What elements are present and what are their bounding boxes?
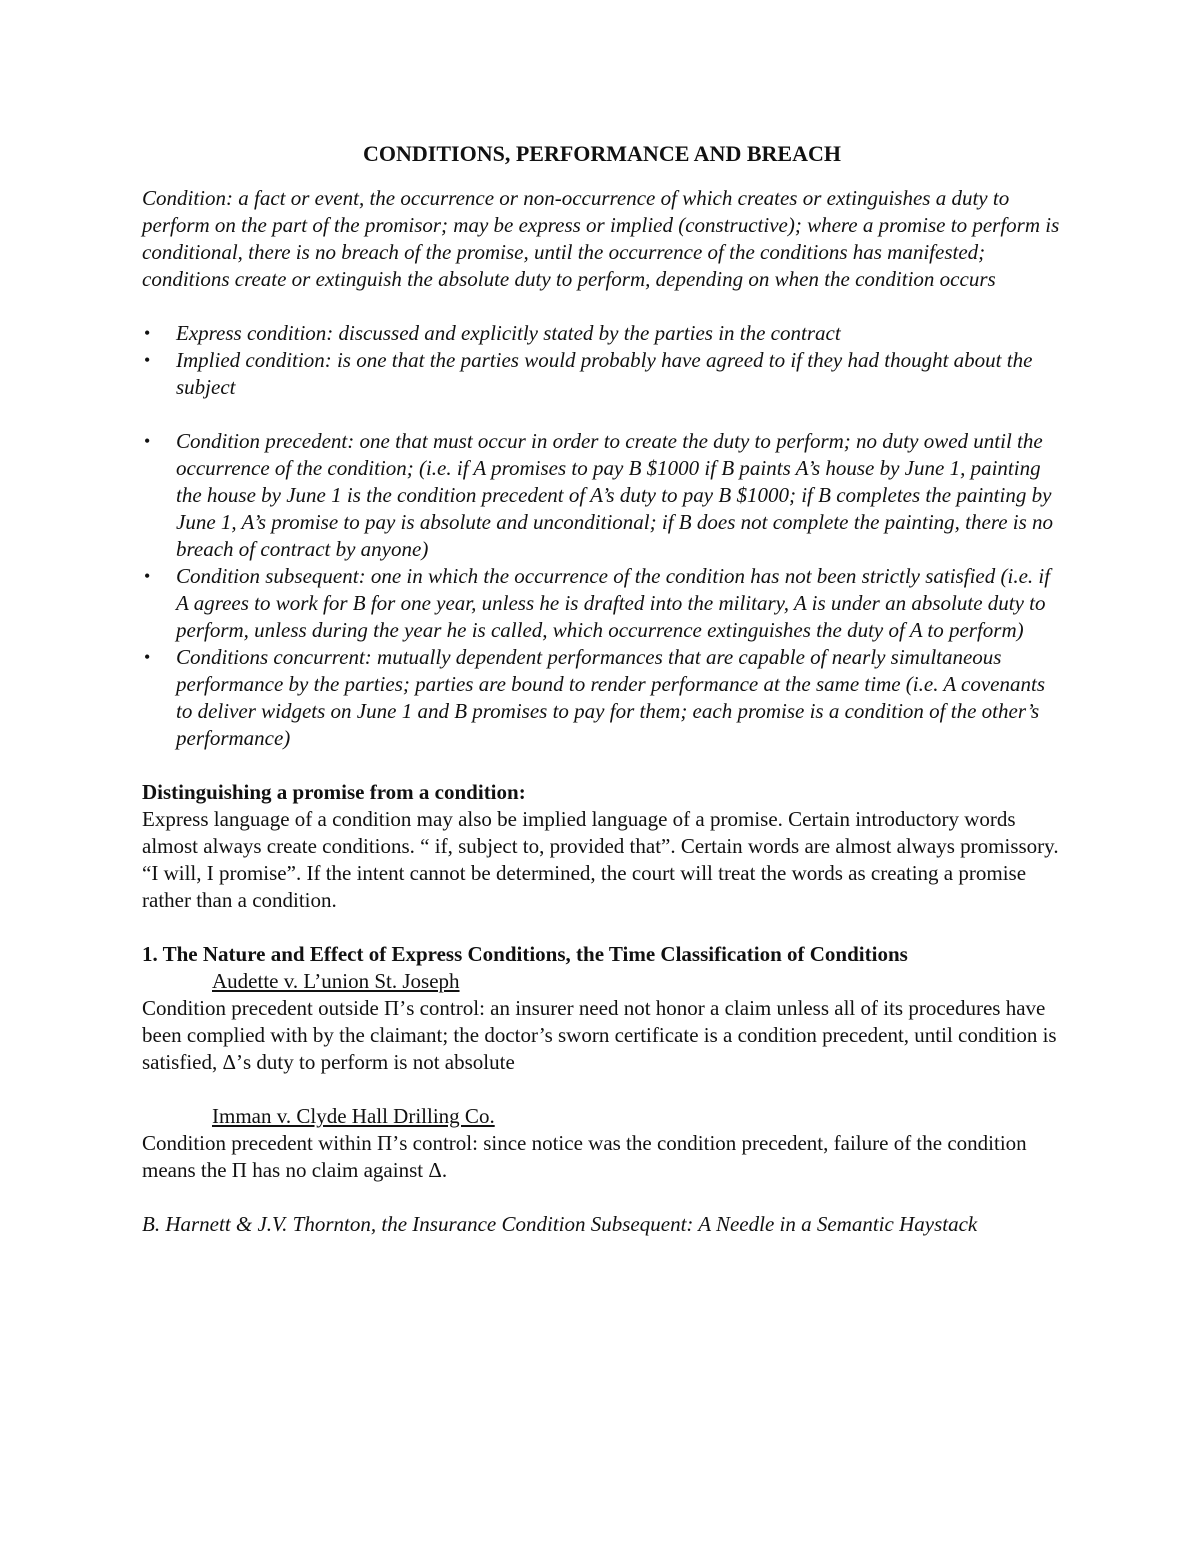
list-item xyxy=(142,428,1062,563)
condition-definition: Condition: a fact or event, the occurrence or non-occurrence of which creates or extinguishes a duty to perform on the part of the promisor; may be express or implied (constructive); where a promise to perform is conditional, there is no breach of the promise, until the occurrence of the conditions has manifested; conditions create or extinguish the absolute duty to perform, depending on when the condition occurs xyxy=(142,186,1060,291)
section-1-heading: 1. The Nature and Effect of Express Conditions, the Time Classification of Conditions xyxy=(142,942,908,966)
case-summary: Condition precedent outside Π’s control: an insurer need not honor a claim unless all of its procedures have been complied with by the claimant; the doctor’s sworn certificate is a condition precedent, until condition is satisfied, Δ’s duty to perform is not absolute xyxy=(142,996,1057,1074)
list-item-text: Implied condition: is one that the parties would probably have agreed to if they had thought about the subject xyxy=(176,348,1033,399)
list-item xyxy=(142,644,1062,752)
bullet-list-express-implied xyxy=(142,320,1062,401)
case-name: Audette v. L’union St. Joseph xyxy=(212,969,460,993)
spacer xyxy=(142,752,1062,779)
bullet-icon: • xyxy=(144,566,151,586)
page-title: CONDITIONS, PERFORMANCE AND BREACH xyxy=(363,141,841,166)
bullet-icon: • xyxy=(144,350,151,370)
spacer xyxy=(142,293,1062,320)
case-summary: Condition precedent within Π’s control: since notice was the condition precedent, failure of the condition means the Π has no claim against Δ. xyxy=(142,1131,1027,1182)
distinguishing-heading: Distinguishing a promise from a condition: xyxy=(142,780,526,804)
case-name: Imman v. Clyde Hall Drilling Co. xyxy=(212,1104,495,1128)
bullet-icon: • xyxy=(144,431,151,451)
list-item xyxy=(142,347,1062,401)
spacer xyxy=(142,914,1062,941)
list-item-text: Condition subsequent: one in which the occurrence of the condition has not been strictly satisfied (i.e. if A agrees to work for B for one year, unless he is drafted into the military, A is under an absolute duty to perform, unless during the year he is called, which occurrence extinguishes the duty of A to perform) xyxy=(176,564,1051,642)
list-item-text: Conditions concurrent: mutually dependent performances that are capable of nearly simultaneous performance by the parties; parties are bound to render performance at the same time (i.e. A covenants to deliver widgets on June 1 and B promises to pay for them; each promise is a condition of the other’s performance) xyxy=(176,645,1045,750)
spacer xyxy=(142,401,1062,428)
list-item-text: Condition precedent: one that must occur in order to create the duty to perform; no duty owed until the occurrence of the condition; (i.e. if A promises to pay B $1000 if B paints A’s house by June 1, painting the house by June 1 is the condition precedent of A’s duty to pay B $1000; if B completes the painting by June 1, A’s promise to pay is absolute and unconditional; if B does not complete the painting, there is no breach of contract by anyone) xyxy=(176,429,1054,561)
bullet-icon: • xyxy=(144,647,151,667)
list-item xyxy=(142,563,1062,644)
bullet-list-time-classification xyxy=(142,428,1062,752)
case-heading-audette xyxy=(142,968,1062,995)
bullet-icon: • xyxy=(144,323,151,343)
case-heading-imman xyxy=(142,1103,1062,1130)
list-item xyxy=(142,320,1062,347)
document-page xyxy=(142,140,1062,1238)
list-item-text: Express condition: discussed and explicitly stated by the parties in the contract xyxy=(176,321,841,345)
distinguishing-body: Express language of a condition may also be implied language of a promise. Certain introductory words almost always create conditions. “ if, subject to, provided that”. Certain words are almost always promissory. “I will, I promise”. If the intent cannot be determined, the court will treat the words as creating a promise rather than a condition. xyxy=(142,807,1059,912)
spacer xyxy=(142,1076,1062,1103)
spacer xyxy=(142,1184,1062,1211)
citation: B. Harnett & J.V. Thornton, the Insurance Condition Subsequent: A Needle in a Semantic Haystack xyxy=(142,1212,978,1236)
